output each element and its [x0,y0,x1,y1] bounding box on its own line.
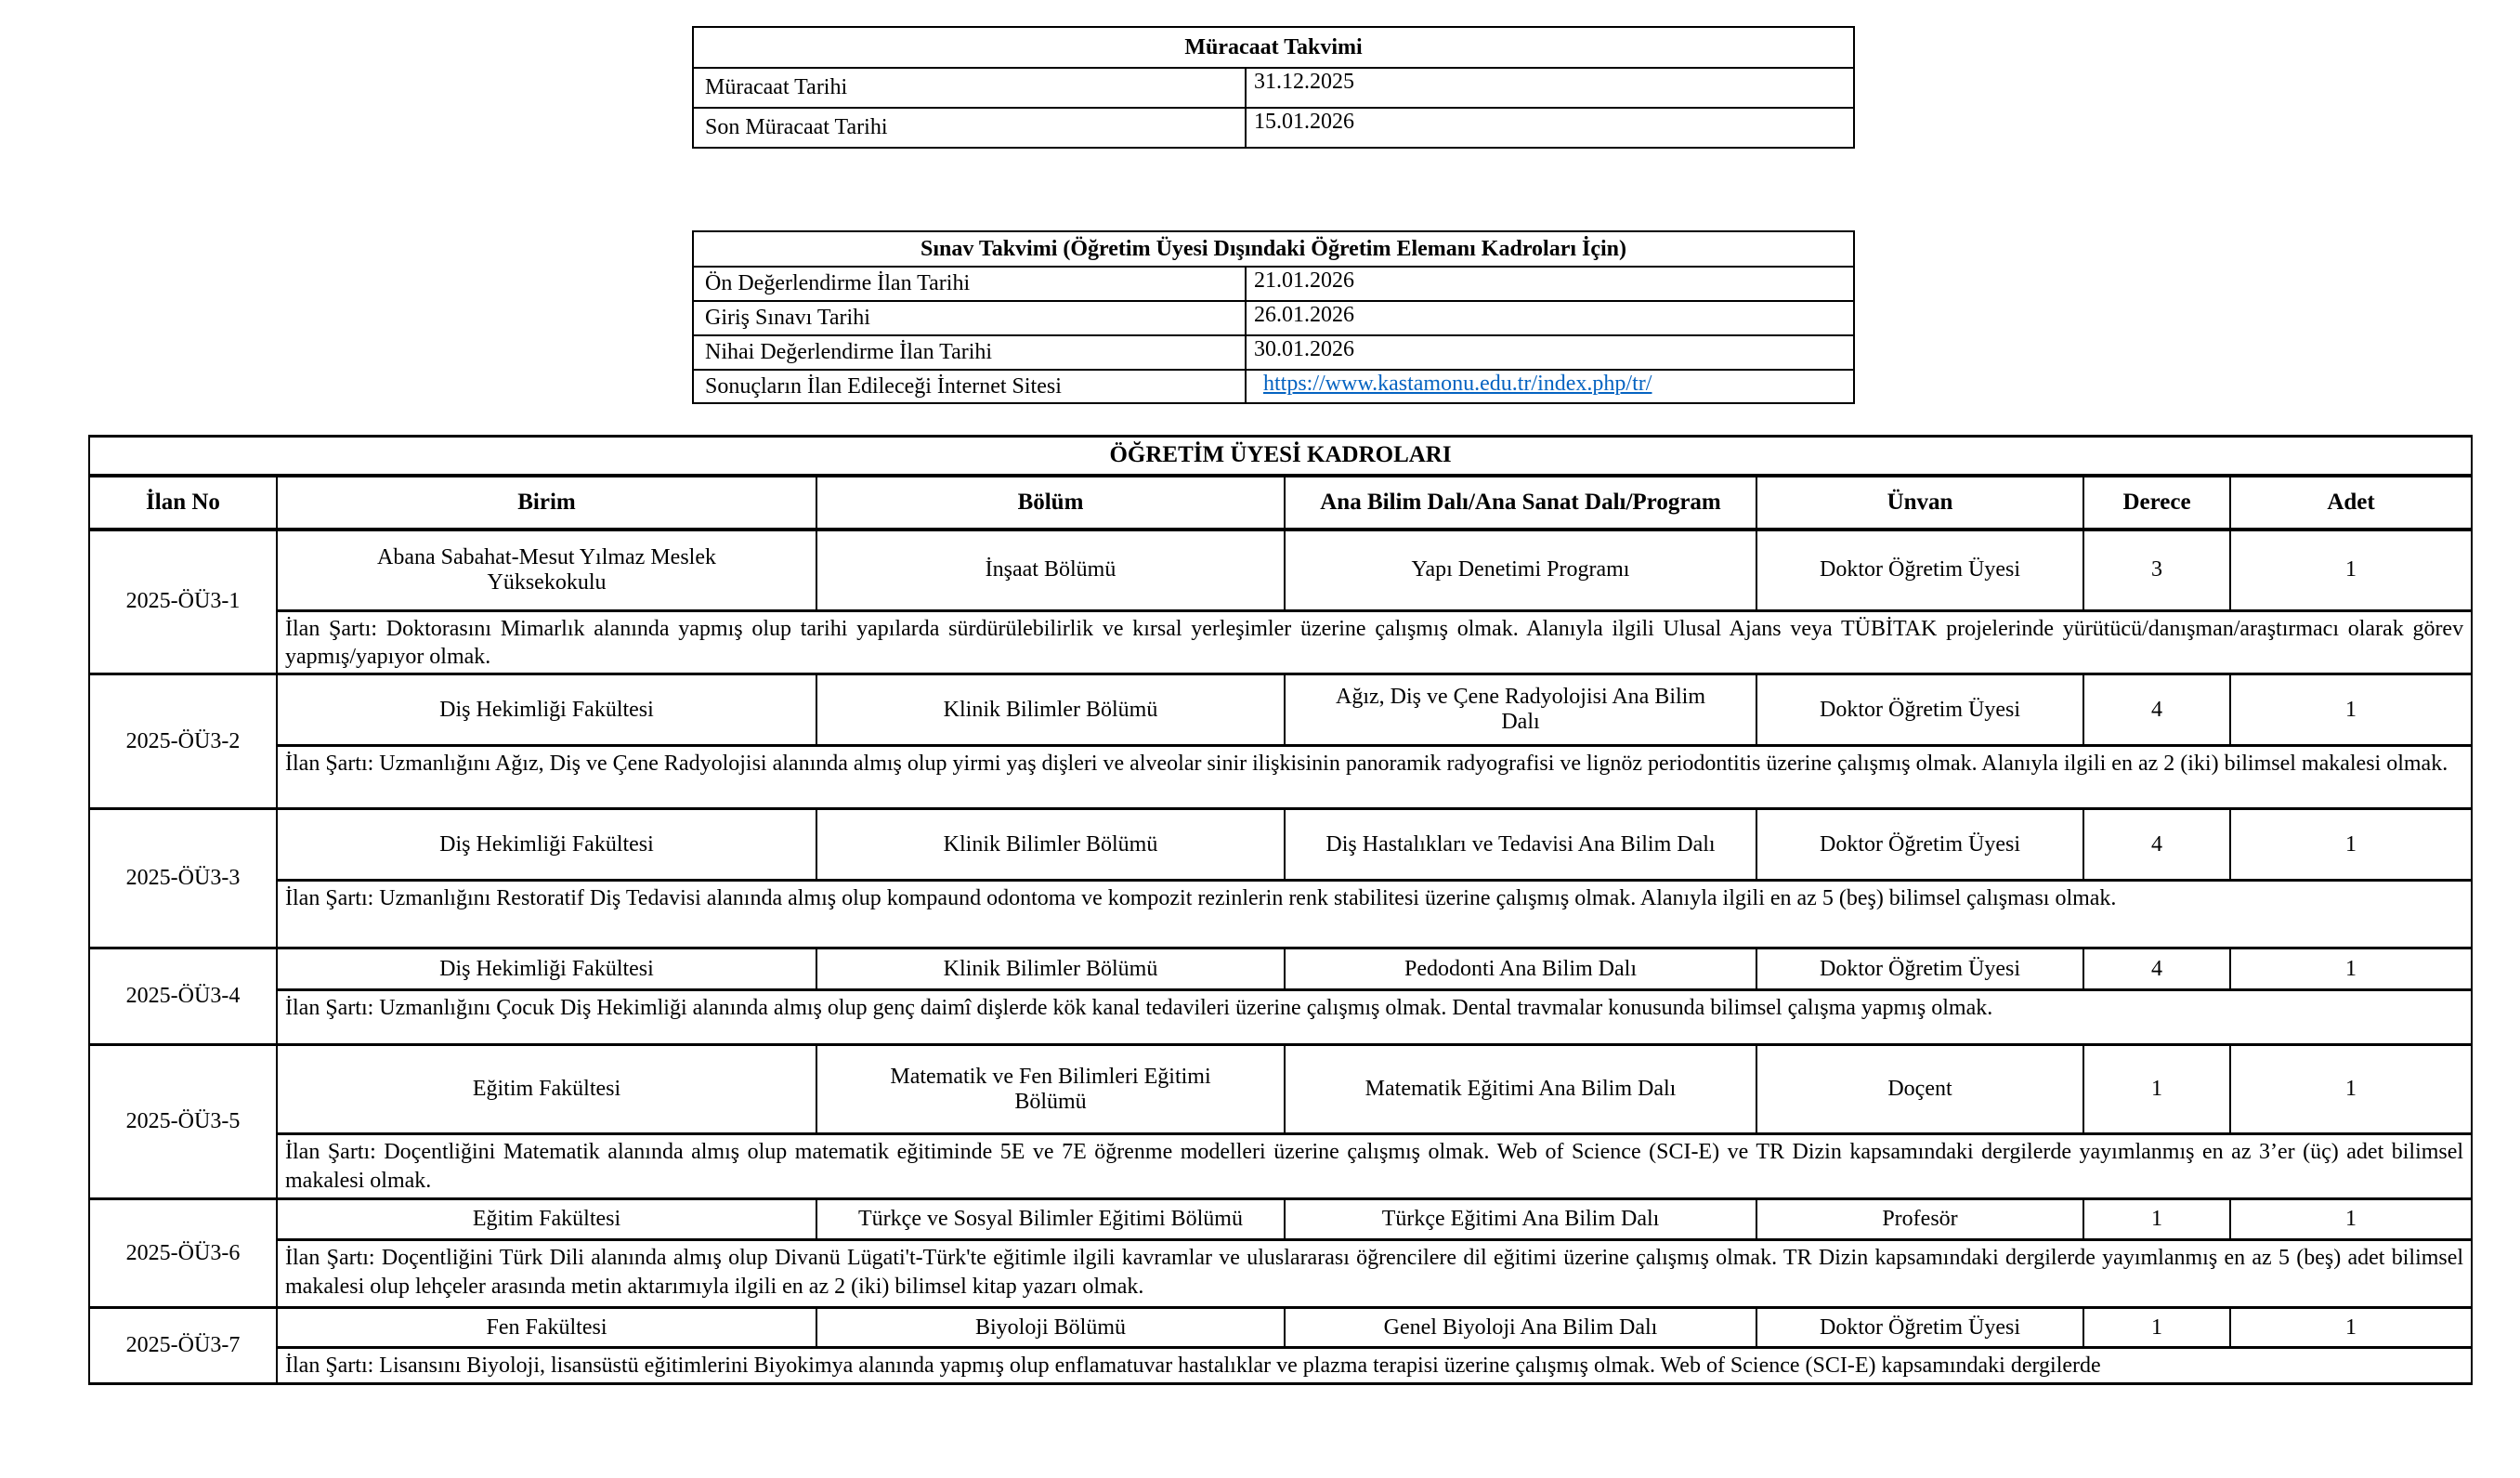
column-header-unvan: Ünvan [1756,476,2083,530]
ilan-no-cell: 2025-ÖÜ3-7 [89,1308,277,1383]
ana-bilim-cell: Diş Hastalıkları ve Tedavisi Ana Bilim Dalı [1285,809,1756,881]
derece-cell: 3 [2083,530,2230,611]
adet-cell: 1 [2230,1045,2472,1134]
adet-cell: 1 [2230,1308,2472,1348]
ilan-sarti-cell: İlan Şartı: Uzmanlığını Ağız, Diş ve Çene Radyolojisi alanında almış olup yirmi yaş dişleri ve alveolar sinir ilişkisinin panoramik radyografisi ve lignöz periodontitis üzerine çalışmış olmak. Alanıyla ilgili en az 2 (iki) bilimsel makalesi olmak. [277,746,2472,809]
final-evaluation-date-value: 30.01.2026 [1246,335,1854,370]
results-website-label: Sonuçların İlan Edileceği İnternet Sitesi [693,370,1246,403]
ana-bilim-cell: Yapı Denetimi Programı [1285,530,1756,611]
ilan-no-cell: 2025-ÖÜ3-1 [89,530,277,674]
adet-cell: 1 [2230,674,2472,746]
table-row [693,370,1854,403]
results-website-cell [1246,370,1854,403]
ilan-sarti-cell: İlan Şartı: Doktorasını Mimarlık alanında yapmış olup tarihi yapılarda sürdürülebilirlik ve kırsal yerleşimler üzerine çalışmış olmak. Alanıyla ilgili Ulusal Ajans veya TÜBİTAK projelerinde yürütücü/danışman/araştırmacı olarak görev yapmış/yapıyor olmak. [277,611,2472,674]
birim-cell: Eğitim Fakültesi [277,1199,816,1240]
ilan-sarti-cell: İlan Şartı: Uzmanlığını Çocuk Diş Hekimliği alanında almış olup genç daimî dişlerde kök kanal tedavileri üzerine çalışmış olmak. Dental travmalar konusunda bilimsel çalışma yapmış olmak. [277,990,2472,1045]
birim-cell: Eğitim Fakültesi [277,1045,816,1134]
exam-calendar-table [692,230,1855,404]
birim-cell: Abana Sabahat-Mesut Yılmaz Meslek Yüksekokulu [277,530,816,611]
application-calendar-title: Müracaat Takvimi [693,27,1854,68]
bolum-cell: Klinik Bilimler Bölümü [816,674,1285,746]
bolum-cell: Klinik Bilimler Bölümü [816,948,1285,990]
table-row [89,746,2472,809]
unvan-cell: Doktor Öğretim Üyesi [1756,809,2083,881]
adet-cell: 1 [2230,809,2472,881]
table-row [693,335,1854,370]
birim-cell: Diş Hekimliği Fakültesi [277,809,816,881]
positions-table-title: ÖĞRETİM ÜYESİ KADROLARI [89,437,2472,476]
ilan-sarti-cell: İlan Şartı: Doçentliğini Matematik alanında almış olup matematik eğitiminde 5E ve 7E öğrenme modelleri üzerine çalışmış olmak. Web of Science (SCI-E) ve TR Dizin kapsamındaki dergilerde yayımlanmış en az 3’er (üç) adet bilimsel makalesi olmak. [277,1134,2472,1199]
table-row [89,881,2472,948]
bolum-cell: İnşaat Bölümü [816,530,1285,611]
faculty-positions-table [88,435,2473,1385]
ilan-no-cell: 2025-ÖÜ3-6 [89,1199,277,1308]
pre-evaluation-date-label: Ön Değerlendirme İlan Tarihi [693,267,1246,301]
bolum-cell: Klinik Bilimler Bölümü [816,809,1285,881]
column-header-ana-bilim: Ana Bilim Dalı/Ana Sanat Dalı/Program [1285,476,1756,530]
adet-cell: 1 [2230,530,2472,611]
table-row [89,809,2472,881]
table-row [89,1045,2472,1134]
unvan-cell: Doçent [1756,1045,2083,1134]
table-row [89,1348,2472,1383]
column-header-derece: Derece [2083,476,2230,530]
unvan-cell: Profesör [1756,1199,2083,1240]
derece-cell: 4 [2083,948,2230,990]
table-row [89,530,2472,611]
application-calendar-table [692,26,1855,149]
birim-cell: Fen Fakültesi [277,1308,816,1348]
table-row [693,108,1854,148]
column-header-ilan-no: İlan No [89,476,277,530]
ana-bilim-cell: Matematik Eğitimi Ana Bilim Dalı [1285,1045,1756,1134]
table-row [89,611,2472,674]
column-header-adet: Adet [2230,476,2472,530]
ilan-no-cell: 2025-ÖÜ3-4 [89,948,277,1045]
results-website-link[interactable]: https://www.kastamonu.edu.tr/index.php/tr/ [1263,372,1652,396]
header-row [89,476,2472,530]
adet-cell: 1 [2230,948,2472,990]
ilan-no-cell: 2025-ÖÜ3-5 [89,1045,277,1199]
ana-bilim-cell: Türkçe Eğitimi Ana Bilim Dalı [1285,1199,1756,1240]
table-row [89,674,2472,746]
table-row [89,1240,2472,1308]
table-row [89,990,2472,1045]
birim-cell: Diş Hekimliği Fakültesi [277,948,816,990]
exam-calendar-title: Sınav Takvimi (Öğretim Üyesi Dışındaki Öğretim Elemanı Kadroları İçin) [693,231,1854,267]
table-row [89,1308,2472,1348]
bolum-cell: Türkçe ve Sosyal Bilimler Eğitimi Bölümü [816,1199,1285,1240]
entrance-exam-date-value: 26.01.2026 [1246,301,1854,335]
bolum-cell: Biyoloji Bölümü [816,1308,1285,1348]
column-header-birim: Birim [277,476,816,530]
table-row [693,267,1854,301]
table-row [89,1134,2472,1199]
ana-bilim-cell: Genel Biyoloji Ana Bilim Dalı [1285,1308,1756,1348]
birim-cell: Diş Hekimliği Fakültesi [277,674,816,746]
unvan-cell: Doktor Öğretim Üyesi [1756,948,2083,990]
final-evaluation-date-label: Nihai Değerlendirme İlan Tarihi [693,335,1246,370]
application-date-label: Müracaat Tarihi [693,68,1246,108]
derece-cell: 4 [2083,674,2230,746]
pre-evaluation-date-value: 21.01.2026 [1246,267,1854,301]
adet-cell: 1 [2230,1199,2472,1240]
table-row [89,1199,2472,1240]
derece-cell: 1 [2083,1199,2230,1240]
ilan-no-cell: 2025-ÖÜ3-3 [89,809,277,948]
application-deadline-label: Son Müracaat Tarihi [693,108,1246,148]
ilan-sarti-cell: İlan Şartı: Doçentliğini Türk Dili alanında almış olup Divanü Lügati't-Türk'te eğitimle ilgili kavramlar ve uluslararası öğrencilere dil eğitimi üzerine çalışmış olmak. TR Dizin kapsamındaki dergilerde yayımlanmış en az 5 (beş) adet bilimsel makalesi olup lehçeler arasında metin aktarımıyla ilgili en az 2 (iki) bilimsel kitap yazarı olmak. [277,1240,2472,1308]
application-deadline-value: 15.01.2026 [1246,108,1854,148]
ana-bilim-cell: Ağız, Diş ve Çene Radyolojisi Ana Bilim Dalı [1285,674,1756,746]
table-row [89,948,2472,990]
ilan-sarti-cell: İlan Şartı: Lisansını Biyoloji, lisansüstü eğitimlerini Biyokimya alanında yapmış olup enflamatuvar hastalıklar ve plazma terapisi üzerine çalışmış olmak. Web of Science (SCI-E) kapsamındaki dergilerde [277,1348,2472,1383]
derece-cell: 1 [2083,1308,2230,1348]
ilan-no-cell: 2025-ÖÜ3-2 [89,674,277,809]
unvan-cell: Doktor Öğretim Üyesi [1756,674,2083,746]
unvan-cell: Doktor Öğretim Üyesi [1756,1308,2083,1348]
entrance-exam-date-label: Giriş Sınavı Tarihi [693,301,1246,335]
derece-cell: 1 [2083,1045,2230,1134]
unvan-cell: Doktor Öğretim Üyesi [1756,530,2083,611]
table-row [693,301,1854,335]
derece-cell: 4 [2083,809,2230,881]
bolum-cell: Matematik ve Fen Bilimleri Eğitimi Bölümü [816,1045,1285,1134]
ilan-sarti-cell: İlan Şartı: Uzmanlığını Restoratif Diş Tedavisi alanında almış olup kompaund odontoma ve kompozit rezinlerin renk stabilitesi üzerine çalışmış olmak. Alanıyla ilgili en az 5 (beş) bilimsel çalışması olmak. [277,881,2472,948]
column-header-bolum: Bölüm [816,476,1285,530]
table-row [693,68,1854,108]
application-date-value: 31.12.2025 [1246,68,1854,108]
ana-bilim-cell: Pedodonti Ana Bilim Dalı [1285,948,1756,990]
